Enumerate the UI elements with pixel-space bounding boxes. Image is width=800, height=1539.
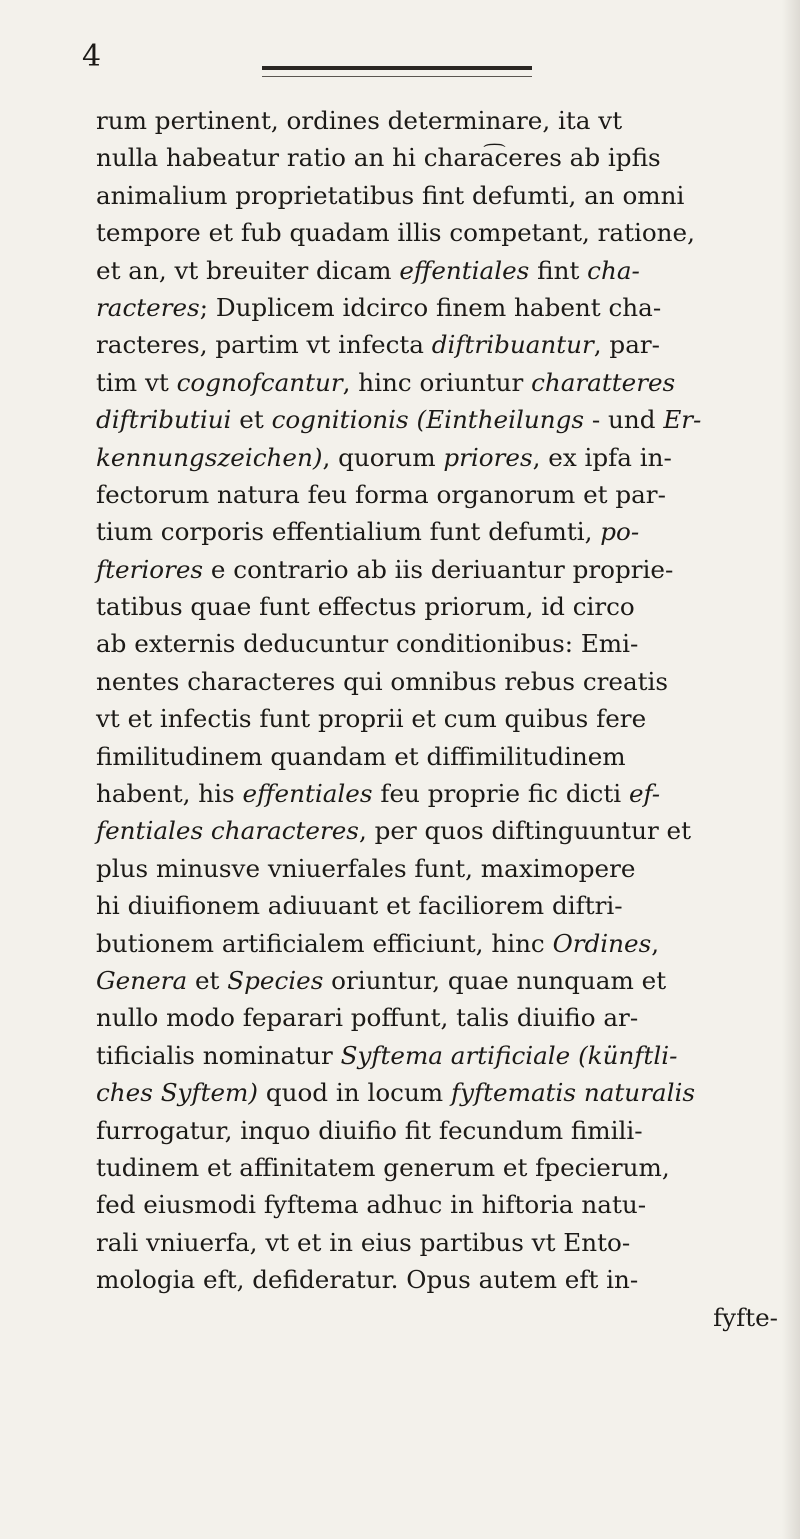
text-line bbox=[96, 925, 796, 962]
text-run: , quorum bbox=[322, 442, 444, 472]
italic-text: fentiales characteres bbox=[96, 816, 359, 846]
text-run: , ex ipfa in- bbox=[532, 442, 672, 472]
text-line bbox=[96, 588, 796, 625]
text-run: , hinc oriuntur bbox=[342, 367, 532, 397]
text-line bbox=[96, 812, 796, 849]
text-run: hi diuifionem adiuuant et faciliorem diftri- bbox=[96, 891, 623, 921]
text-line bbox=[96, 962, 796, 999]
text-run: rum pertinent, ordines determinare, ita vt bbox=[96, 106, 623, 135]
text-line bbox=[96, 1261, 796, 1298]
text-run: plus minusve vniuerfales funt, maximopere bbox=[96, 853, 636, 883]
italic-text: priores bbox=[443, 442, 533, 472]
italic-text: ches Syftem) bbox=[96, 1078, 259, 1108]
text-run: e contrario ab iis deriuantur proprie- bbox=[203, 554, 674, 584]
text-run: , per quos diftinguuntur et bbox=[358, 816, 692, 846]
italic-text: Genera bbox=[96, 965, 188, 995]
italic-text: cha- bbox=[587, 255, 640, 285]
body-text bbox=[96, 102, 796, 1336]
text-line bbox=[96, 887, 796, 924]
text-run: animalium proprietatibus fint defumti, an omni bbox=[96, 180, 685, 210]
italic-text: fyftematis naturalis bbox=[450, 1078, 695, 1108]
header-rule-thin bbox=[262, 76, 532, 77]
text-run: tificialis nominatur bbox=[96, 1040, 341, 1070]
text-run: furrogatur, inquo diuifio fit fecundum fimili- bbox=[96, 1115, 643, 1145]
page-edge-shadow bbox=[782, 0, 800, 1539]
text-line bbox=[96, 663, 796, 700]
italic-text: cognitionis bbox=[271, 405, 409, 435]
text-line bbox=[96, 850, 796, 887]
text-line bbox=[96, 364, 796, 401]
text-line bbox=[96, 1037, 796, 1074]
text-line bbox=[96, 999, 796, 1036]
italic-text: effentiales bbox=[399, 255, 530, 285]
text-run: ; Duplicem idcirco finem habent cha- bbox=[199, 292, 662, 322]
text-line bbox=[96, 551, 796, 588]
text-run: - und bbox=[584, 405, 664, 435]
text-line bbox=[96, 1186, 796, 1223]
text-line bbox=[96, 1149, 796, 1186]
text-run: butionem artificialem efficiunt, hinc bbox=[96, 928, 553, 958]
text-run: nentes characteres qui omnibus rebus creatis bbox=[96, 666, 669, 696]
text-line bbox=[96, 102, 796, 139]
text-run: fint bbox=[529, 255, 588, 285]
text-line bbox=[96, 476, 796, 513]
italic-text: Er- bbox=[663, 405, 702, 435]
text-run: tim vt bbox=[96, 367, 177, 397]
italic-text: kennungszeichen) bbox=[96, 442, 323, 472]
text-line bbox=[96, 177, 796, 214]
text-run: nullo modo feparari poffunt, talis diuifio ar- bbox=[96, 1003, 639, 1033]
text-run: habent, his bbox=[96, 779, 243, 809]
text-line bbox=[96, 401, 796, 438]
text-run: nulla habeatur ratio an hi chara͡ceres ab ipfis bbox=[96, 143, 661, 173]
header-rule bbox=[262, 66, 532, 70]
italic-text: cognofcantur bbox=[176, 367, 343, 397]
text-line bbox=[96, 700, 796, 737]
text-line bbox=[96, 139, 796, 176]
text-run: tium corporis effentialium funt defumti, bbox=[96, 517, 601, 547]
text-run: fimilitudinem quandam et diffimilitudinem bbox=[96, 741, 626, 771]
text-line bbox=[96, 625, 796, 662]
italic-text: Species bbox=[227, 965, 324, 995]
text-line bbox=[96, 1224, 796, 1261]
text-run: fed eiusmodi fyftema adhuc in hiftoria natu- bbox=[96, 1190, 647, 1220]
text-line bbox=[96, 439, 796, 476]
text-line bbox=[96, 738, 796, 775]
text-run: tempore et fub quadam illis competant, ratione, bbox=[96, 218, 695, 248]
text-line bbox=[96, 289, 796, 326]
italic-text: fteriores bbox=[96, 554, 204, 584]
text-run: et bbox=[231, 405, 272, 435]
text-run: mologia eft, defideratur. Opus autem eft in- bbox=[96, 1265, 639, 1295]
text-run: ab externis deducuntur conditionibus: Emi- bbox=[96, 629, 639, 659]
text-line bbox=[96, 513, 796, 550]
italic-text: racteres bbox=[96, 292, 200, 322]
italic-text: Syftema artificiale (künftli- bbox=[340, 1040, 678, 1070]
italic-text: po- bbox=[600, 517, 640, 547]
italic-text: (Eintheilungs bbox=[416, 405, 585, 435]
text-run: rali vniuerfa, vt et in eius partibus vt Ento- bbox=[96, 1227, 631, 1257]
text-line bbox=[96, 775, 796, 812]
italic-text: ef- bbox=[628, 779, 661, 809]
text-run: oriuntur, quae nunquam et bbox=[323, 965, 667, 995]
italic-text: effentiales bbox=[242, 779, 373, 809]
italic-text: charatteres bbox=[531, 367, 676, 397]
text-run: quod in locum bbox=[258, 1078, 451, 1108]
text-run: fectorum natura feu forma organorum et par- bbox=[96, 479, 666, 509]
text-run: , par- bbox=[593, 330, 660, 360]
text-line bbox=[96, 252, 796, 289]
text-run: vt et infectis funt proprii et cum quibus fere bbox=[96, 704, 647, 734]
text-line bbox=[96, 326, 796, 363]
italic-text: Ordines bbox=[552, 928, 652, 958]
page-number: 4 bbox=[82, 39, 102, 74]
text-line bbox=[96, 214, 796, 251]
text-run: racteres, partim vt infecta bbox=[96, 330, 432, 360]
catchword: fyfte- bbox=[713, 1302, 778, 1332]
text-run: et an, vt breuiter dicam bbox=[96, 255, 400, 285]
text-run: , bbox=[651, 928, 660, 958]
text-run: tatibus quae funt effectus priorum, id circo bbox=[96, 592, 635, 622]
text-line bbox=[96, 1112, 796, 1149]
italic-text: diftributiui bbox=[96, 405, 232, 435]
text-run: feu proprie fic dicti bbox=[372, 779, 629, 809]
text-run: tudinem et affinitatem generum et fpecierum, bbox=[96, 1152, 670, 1182]
text-run: et bbox=[187, 965, 228, 995]
italic-text: diftribuantur bbox=[431, 330, 594, 360]
text-line bbox=[96, 1074, 796, 1111]
